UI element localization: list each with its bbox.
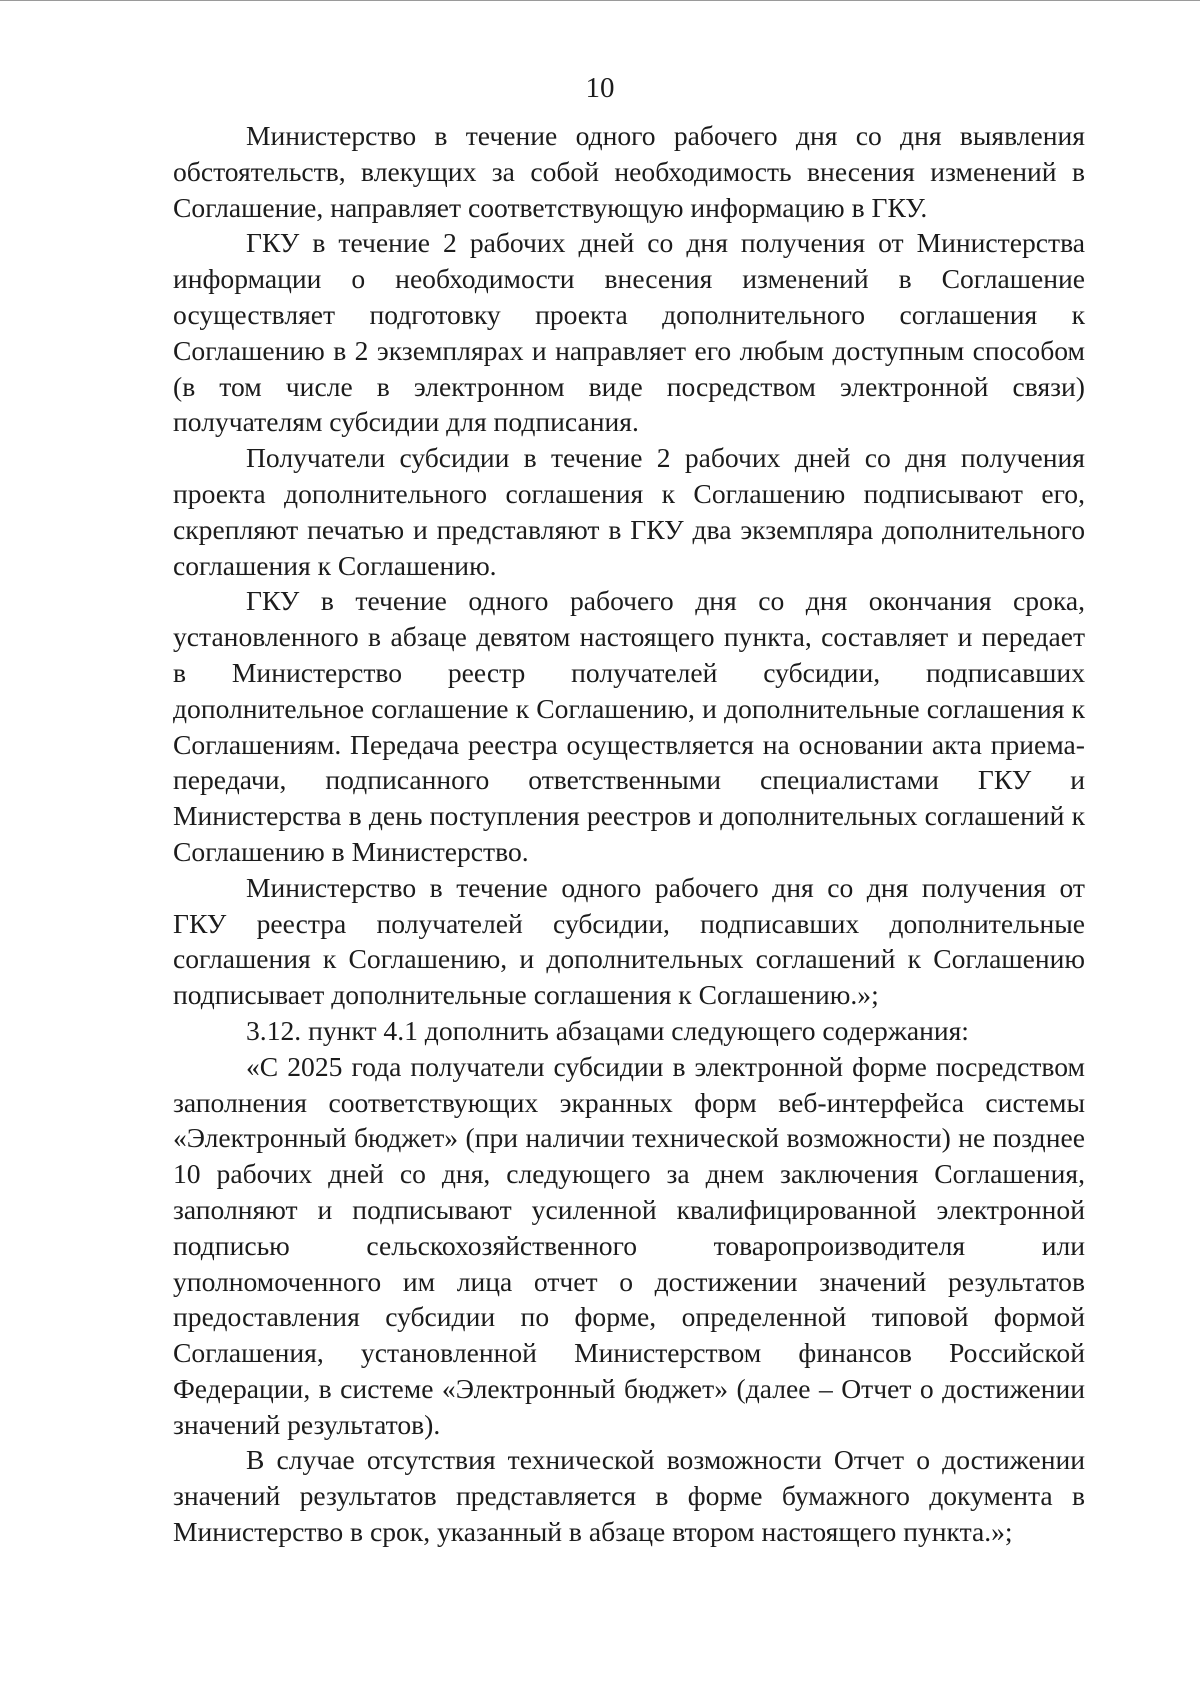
paragraph-recipients-signing: Получатели субсидии в течение 2 рабочих дней со дня получения проекта дополнительного соглашения к Соглашению подписывают его, скрепляют печатью и представляют в ГКУ два экземпляра дополнительного соглашения к Соглашению. [173,442,1085,581]
page-number: 10 [585,72,615,104]
paragraph-amendment-3-12: 3.12. пункт 4.1 дополнить абзацами следующего содержания: [246,1014,969,1046]
paragraph-ministry-signing: Министерство в течение одного рабочего дня со дня получения от ГКУ реестра получателей субсидии, подписавших дополнительные соглашения к Соглашению, и дополнительных соглашений к Соглашению подписывает дополнительные соглашения к Соглашению.»; [173,871,1085,1011]
paragraph-gku-registry: ГКУ в течение одного рабочего дня со дня окончания срока, установленного в абзаце девятом настоящего пункта, составляет и передает в Министерство реестр получателей субсидии, подписавших дополнительное соглашение к Соглашению, и дополнительные соглашения к Соглашениям. Передача реестра осуществляется на основании акта приема-передачи, подписанного ответственными специалистами ГКУ и Министерства в день поступления реестров и дополнительных соглашений к Соглашению в Министерство. [173,585,1085,867]
paragraph-electronic-report: «С 2025 года получатели субсидии в электронной форме посредством заполнения соответствующих экранных форм веб-интерфейса системы «Электронный бюджет» (при наличии технической возможности) не позднее 10 рабочих дней со дня, следующего за днем заключения Соглашения, заполняют и подписывают усиленной квалифицированной электронной подписью сельскохозяйственного товаропроизводителя или уполномоченного им лица отчет о достижении значений результатов предоставления субсидии по форме, определенной типовой формой Соглашения, установленной Министерством финансов Российской Федерации, в системе «Электронный бюджет» (далее – Отчет о достижении значений результатов). [173,1050,1085,1440]
page-top-edge [0,0,1200,1]
paragraph-gku-preparation: ГКУ в течение 2 рабочих дней со дня получения от Министерства информации о необходимости внесения изменений в Соглашение осуществляет подготовку проекта дополнительного соглашения к Соглашению в 2 экземплярах и направляет его любым доступным способом (в том числе в электронном виде посредством электронной связи) получателям субсидии для подписания. [173,227,1085,438]
paragraph-ministry-notification: Министерство в течение одного рабочего дня со дня выявления обстоятельств, влекущих за собой необходимость внесения изменений в Соглашение, направляет соответствующую информацию в ГКУ. [173,120,1085,223]
paragraph-paper-report: В случае отсутствия технической возможности Отчет о достижении значений результатов представляется в форме бумажного документа в Министерство в срок, указанный в абзаце втором настоящего пункта.»; [173,1444,1085,1548]
document-body [173,118,1085,1550]
